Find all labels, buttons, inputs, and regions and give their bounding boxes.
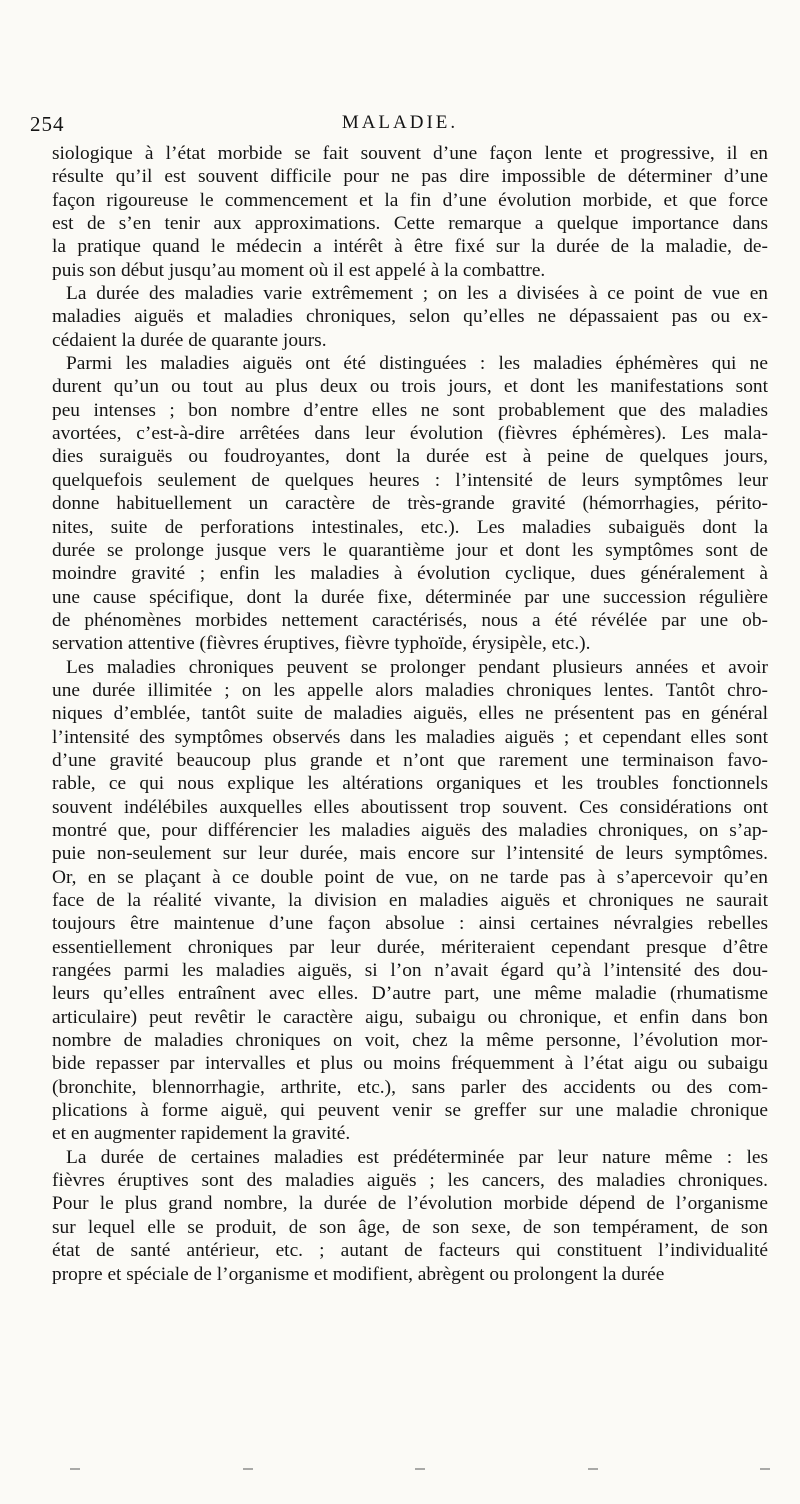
running-title: MALADIE. [341, 112, 459, 133]
text-line: dies suraiguës ou foudroyantes, dont la durée est à peine de quelques jours, [52, 446, 768, 468]
text-line: une durée illimitée ; on les appelle alors maladies chroniques lentes. Tantôt chro- [52, 679, 768, 701]
text-line: fièvres éruptives sont des maladies aiguës ; les cancers, des maladies chroniques. [52, 1170, 768, 1192]
text-line: Or, en se plaçant à ce double point de vue, on ne tarde pas à s’apercevoir qu’en [52, 866, 768, 888]
text-line: nombre de maladies chroniques on voit, chez la même personne, l’évolution mor- [52, 1030, 768, 1052]
text-line: siologique à l’état morbide se fait souvent d’une façon lente et progressive, il en [52, 143, 768, 164]
text-line: servation attentive (fièvres éruptives, fièvre typhoïde, érysipèle, etc.). [52, 633, 591, 655]
text-line: est de s’en tenir aux approximations. Cette remarque a quelque importance dans [52, 213, 768, 235]
print-mark [243, 1468, 253, 1470]
text-line: avortées, c’est-à-dire arrêtées dans leur évolution (fièvres éphémères). Les mala- [52, 423, 768, 445]
paragraph [52, 656, 768, 1146]
text-line: montré que, pour différencier les maladies aiguës des maladies chroniques, on s’ap- [52, 819, 768, 841]
text-line: quelquefois seulement de quelques heures : l’intensité de leurs symptômes leur [52, 469, 768, 491]
text-line: l’intensité des symptômes observés dans les maladies aiguës ; et cependant elles sont [52, 726, 768, 748]
paragraph [52, 282, 768, 352]
text-line: d’une gravité beaucoup plus grande et n’ont que rarement une terminaison favo- [52, 749, 768, 771]
text-line: cédaient la durée de quarante jours. [52, 329, 327, 351]
print-mark [70, 1468, 80, 1470]
text-line: niques d’emblée, tantôt suite de maladies aiguës, elles ne présentent pas en général [52, 703, 768, 725]
text-line: la pratique quand le médecin a intérêt à être fixé sur la durée de la maladie, de- [52, 236, 768, 258]
text-line: plications à forme aiguë, qui peuvent venir se greffer sur une maladie chronique [52, 1100, 768, 1122]
paragraph [52, 142, 768, 282]
text-line: La durée de certaines maladies est prédéterminée par leur nature même : les [66, 1146, 768, 1168]
text-line: rable, ce qui nous explique les altérations organiques et les troubles fonctionnels [52, 773, 768, 795]
paragraph [52, 1146, 768, 1286]
text-line: durée se prolonge jusque vers le quarantième jour et dont les symptômes sont de [52, 539, 768, 561]
text-line: Les maladies chroniques peuvent se prolonger pendant plusieurs années et avoir [66, 656, 768, 678]
text-line: donne habituellement un caractère de très-grande gravité (hémorrhagies, périto- [52, 493, 768, 515]
text-line: toujours être maintenue d’une façon absolue : ainsi certaines névralgies rebelles [52, 913, 768, 935]
text-line: façon rigoureuse le commencement et la fin d’une évolution morbide, et que force [52, 189, 768, 211]
text-line: face de la réalité vivante, la division en maladies aiguës et chroniques ne saurait [52, 890, 768, 911]
footer-marks [70, 1466, 770, 1472]
text-line: La durée des maladies varie extrêmement ; on les a divisées à ce point de vue en [66, 283, 768, 305]
text-line: moindre gravité ; enfin les maladies à évolution cyclique, dues généralement à [52, 563, 768, 585]
text-line: état de santé antérieur, etc. ; autant de facteurs qui constituent l’individualité [52, 1240, 768, 1262]
text-line: rangées parmi les maladies aiguës, si l’on n’avait égard qu’à l’intensité des dou- [52, 960, 768, 982]
text-line: puis son début jusqu’au moment où il est appelé à la combattre. [52, 259, 546, 281]
text-line: nites, suite de perforations intestinales, etc.). Les maladies subaiguës dont la [52, 516, 768, 538]
body-text [52, 142, 768, 1286]
text-line: souvent indélébiles auxquelles elles aboutissent trop souvent. Ces considérations ont [52, 796, 768, 818]
text-line: bide repasser par intervalles et plus ou moins fréquemment à l’état aigu ou subaigu [52, 1053, 768, 1075]
page-number: 254 [30, 112, 65, 136]
text-line: de phénomènes morbides nettement caractérisés, nous a été révélée par une ob- [52, 609, 768, 631]
text-line: (bronchite, blennorrhagie, arthrite, etc.), sans parler des accidents ou des com- [52, 1076, 768, 1098]
text-line: durent qu’un ou tout au plus deux ou trois jours, et dont les manifestations sont [52, 376, 768, 398]
print-mark [415, 1468, 425, 1470]
text-line: une cause spécifique, dont la durée fixe, déterminée par une succession régulière [52, 586, 768, 608]
text-line: sur lequel elle se produit, de son âge, de son sexe, de son tempérament, de son [52, 1216, 768, 1238]
text-line: Pour le plus grand nombre, la durée de l’évolution morbide dépend de l’organisme [52, 1193, 768, 1215]
text-line: résulte qu’il est souvent difficile pour ne pas dire impossible de déterminer d’une [52, 166, 768, 188]
print-mark [760, 1468, 770, 1470]
text-line: propre et spéciale de l’organisme et modifient, abrègent ou prolongent la durée [52, 1263, 665, 1285]
text-line: leurs qu’elles entraînent avec elles. D’autre part, une même maladie (rhumatisme [52, 983, 768, 1005]
text-line: peu intenses ; bon nombre d’entre elles ne sont probablement que des maladies [52, 399, 768, 421]
text-line: maladies aiguës et maladies chroniques, selon qu’elles ne dépassaient pas ou ex- [52, 306, 768, 328]
text-line: et en augmenter rapidement la gravité. [52, 1123, 351, 1145]
page-header [30, 112, 770, 142]
paragraph [52, 352, 768, 655]
text-line: articulaire) peut revêtir le caractère aigu, subaigu ou chronique, et enfin dans bon [52, 1006, 768, 1028]
text-line: puie non-seulement sur leur durée, mais encore sur l’intensité de leurs symptômes. [52, 843, 768, 865]
print-mark [588, 1468, 598, 1470]
text-line: Parmi les maladies aiguës ont été distinguées : les maladies éphémères qui ne [66, 353, 768, 375]
text-line: essentiellement chroniques par leur durée, mériteraient cependant presque d’être [52, 936, 768, 958]
